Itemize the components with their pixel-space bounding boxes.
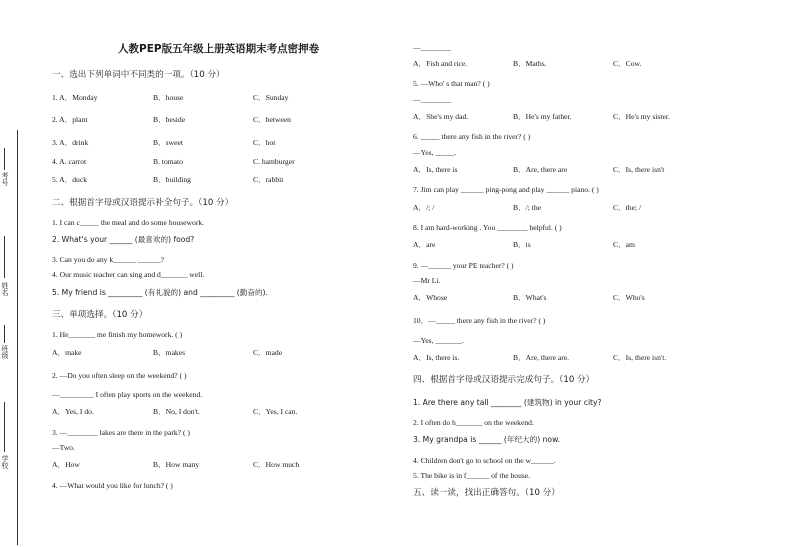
margin-blank-class — [4, 325, 5, 343]
s1-q1-b: B．house — [153, 93, 184, 102]
s4-line-1: 1. Are there any tall ________ (建筑物) in your city? — [413, 398, 602, 407]
r-q8-c: C．am — [613, 240, 635, 249]
s1-q5-c: C．rabbit — [253, 175, 284, 184]
r-q5-dialog: —________ — [413, 95, 451, 104]
s3-q4: 4. —What would you like for lunch? ( ) — [52, 481, 173, 490]
s3-q3-a: A．How — [52, 460, 80, 469]
s2-line-5: 5. My friend is _________ (有礼貌的) and _________ (勤奋的). — [52, 288, 268, 297]
r-q7: 7. Jim can play ______ ping-pong and play ______ piano. ( ) — [413, 185, 599, 194]
r-q8-b: B．is — [513, 240, 531, 249]
s3-q2: 2. —Do you often sleep on the weekend? ( ) — [52, 371, 187, 380]
s3-q2-a: A．Yes, I do. — [52, 407, 94, 416]
page-title: 人教PEP版五年级上册英语期末考点密押卷 — [118, 43, 320, 55]
r-q6-c: C．Is, there isn't — [613, 165, 665, 174]
r-q6-b: B．Are, there are — [513, 165, 568, 174]
r-q6-a: A．Is, there is — [413, 165, 458, 174]
r-q6: 6. _____ there any fish in the river? ( ) — [413, 132, 531, 141]
r-q8-a: A．are — [413, 240, 436, 249]
s3-q2-b: B．No, I don't. — [153, 407, 200, 416]
r-q5: 5. —Who' s that man? ( ) — [413, 79, 490, 88]
r-q9-dialog: —Mr Li. — [413, 276, 441, 285]
s3-q2-dialog: —_________ I often play sports on the weekend. — [52, 390, 203, 399]
margin-label-class: 班级 — [1, 345, 9, 359]
r-q7-b: B．/; the — [513, 203, 542, 212]
s1-q3-a: 3. A．drink — [52, 138, 89, 147]
margin-blank-school — [4, 402, 5, 452]
s4-line-3: 3. My grandpa is ______ (年纪大的) now. — [413, 435, 561, 444]
margin-blank-number — [4, 148, 5, 170]
s3-q3: 3. —________ lakes are there in the park? ( ) — [52, 428, 190, 437]
s1-q2-b: B．beside — [153, 115, 186, 124]
s4-line-5: 5. The bike is in f______ of the house. — [413, 471, 531, 480]
r-q4-answer-line: —________ — [413, 43, 451, 52]
s3-q3-c: C．How much — [253, 460, 300, 469]
margin-blank-name — [4, 236, 5, 278]
s1-q5-a: 5. A．duck — [52, 175, 88, 184]
s3-q3-b: B．How many — [153, 460, 200, 469]
s2-line-1: 1. I can c_____ the meal and do some housework. — [52, 218, 205, 227]
section-3-heading: 三、单项选择。（10 分） — [52, 310, 148, 320]
r-q6-dialog: —Yes, _____. — [413, 148, 457, 157]
s1-q5-b: B．building — [153, 175, 191, 184]
r-q4-b: B．Maths. — [513, 59, 547, 68]
r-q9: 9. —______ your PE teacher? ( ) — [413, 261, 514, 270]
r-q7-c: C．the; / — [613, 203, 642, 212]
s4-line-2: 2. I often do h_______ on the weekend. — [413, 418, 534, 427]
s3-q1-a: A．make — [52, 348, 82, 357]
s1-q4-c: C. hamburger — [253, 157, 295, 166]
s3-q1: 1. He_______ me finish my homework. ( ) — [52, 330, 183, 339]
s1-q3-c: C．hot — [253, 138, 276, 147]
margin-label-name: 姓名 — [1, 282, 9, 296]
section-1-heading: 一、选出下列单词中不同类的一项。（10 分） — [52, 70, 225, 80]
s3-q2-c: C．Yes, I can. — [253, 407, 298, 416]
s1-q4-a: 4. A. carrot — [52, 157, 87, 166]
s2-line-3: 3. Can you do any k______ ______? — [52, 255, 164, 264]
s3-q3-dialog: —Two. — [52, 443, 75, 452]
s1-q2-a: 2. A．plant — [52, 115, 88, 124]
r-q5-a: A．She's my dad. — [413, 112, 469, 121]
r-q5-b: B．He's my father. — [513, 112, 572, 121]
s3-q1-b: B．makes — [153, 348, 186, 357]
s1-q2-c: C．between — [253, 115, 291, 124]
r-q7-a: A．/; / — [413, 203, 435, 212]
r-q4-a: A．Fish and rice. — [413, 59, 468, 68]
r-q4-c: C．Cow. — [613, 59, 642, 68]
r-q8: 8. I am hard-working . You ________ helpful. ( ) — [413, 223, 562, 232]
r-q10-c: C．Is, there isn't. — [613, 353, 667, 362]
r-q10: 10．—_____ there any fish in the river? ( ) — [413, 316, 546, 325]
r-q10-a: A．Is, there is. — [413, 353, 460, 362]
margin-label-number: 考号 — [1, 172, 9, 186]
r-q5-c: C．He's my sister. — [613, 112, 670, 121]
r-q9-b: B．What's — [513, 293, 547, 302]
r-q9-a: A．Whose — [413, 293, 448, 302]
s1-q4-b: B. tomato — [153, 157, 183, 166]
s2-line-4: 4. Our music teacher can sing and d_______ well. — [52, 270, 205, 279]
section-5-heading: 五、读一读，找出正确答句。（10 分） — [413, 488, 560, 498]
r-q9-c: C．Who's — [613, 293, 645, 302]
section-2-heading: 二、根据首字母或汉语提示补全句子。（10 分） — [52, 198, 234, 208]
r-q10-b: B．Are, there are. — [513, 353, 570, 362]
binding-line — [17, 130, 18, 545]
s2-line-2: 2. What's your ______ (最喜欢的) food? — [52, 235, 195, 244]
s1-q1-c: C．Sunday — [253, 93, 289, 102]
r-q10-dialog: —Yes, _______. — [413, 336, 464, 345]
s4-line-4: 4. Children don't go to school on the w______. — [413, 456, 556, 465]
s3-q1-c: C．made — [253, 348, 283, 357]
section-4-heading: 四、根据首字母或汉语提示完成句子。（10 分） — [413, 375, 595, 385]
s1-q3-b: B．sweet — [153, 138, 183, 147]
margin-label-school: 学校 — [1, 455, 9, 469]
s1-q1-a: 1. A．Monday — [52, 93, 98, 102]
